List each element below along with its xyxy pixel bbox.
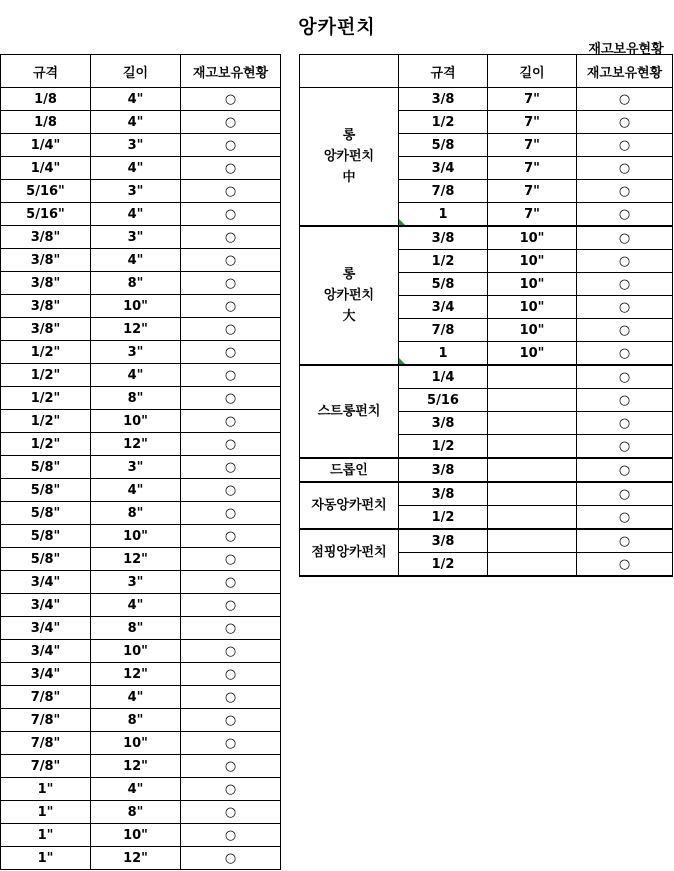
table-row — [1, 410, 281, 433]
stock-mark: ○ — [577, 553, 673, 577]
stock-mark: ○ — [181, 594, 281, 617]
group-name-cell — [300, 226, 399, 365]
stock-mark: ○ — [181, 732, 281, 755]
length-cell — [488, 458, 577, 482]
stock-mark: ○ — [577, 203, 673, 227]
table-row — [300, 88, 673, 111]
spec-cell: 3/8" — [1, 226, 91, 249]
length-cell: 7" — [488, 180, 577, 203]
stock-mark: ○ — [577, 250, 673, 273]
table-row — [1, 525, 281, 548]
right-header-row — [300, 55, 673, 88]
stock-mark: ○ — [577, 226, 673, 250]
length-cell: 10" — [488, 226, 577, 250]
spec-cell: 1/4" — [1, 134, 91, 157]
spec-cell: 7/8 — [399, 319, 488, 342]
stock-mark: ○ — [577, 506, 673, 530]
length-cell: 10" — [91, 640, 181, 663]
header-spec: 규격 — [399, 55, 488, 88]
group-name-line: 자동앙카펀치 — [311, 498, 387, 513]
table-row — [1, 88, 281, 111]
stock-mark: ○ — [181, 778, 281, 801]
length-cell: 4" — [91, 157, 181, 180]
stock-mark: ○ — [181, 364, 281, 387]
table-row — [300, 458, 673, 482]
spec-cell: 3/4 — [399, 296, 488, 319]
table-row — [1, 456, 281, 479]
table-row — [1, 387, 281, 410]
spec-cell: 3/8 — [399, 226, 488, 250]
table-row — [1, 571, 281, 594]
stock-mark: ○ — [181, 686, 281, 709]
length-cell: 4" — [91, 111, 181, 134]
group-name-cell — [300, 482, 399, 529]
length-cell — [488, 389, 577, 412]
length-cell: 10" — [488, 296, 577, 319]
stock-mark: ○ — [181, 226, 281, 249]
length-cell: 8" — [91, 272, 181, 295]
length-cell — [488, 506, 577, 530]
stock-mark: ○ — [181, 525, 281, 548]
spec-cell: 1/4 — [399, 365, 488, 389]
stock-mark: ○ — [577, 180, 673, 203]
stock-mark: ○ — [577, 435, 673, 459]
spec-cell: 3/4" — [1, 663, 91, 686]
spec-cell: 3/4" — [1, 571, 91, 594]
group-name-line: 大 — [342, 309, 356, 324]
spec-cell: 7/8" — [1, 709, 91, 732]
length-cell: 8" — [91, 387, 181, 410]
length-cell — [488, 435, 577, 459]
spec-cell: 1/2" — [1, 433, 91, 456]
spec-cell: 1/2 — [399, 506, 488, 530]
table-row — [1, 203, 281, 226]
spec-cell: 5/8" — [1, 548, 91, 571]
spec-cell: 7/8" — [1, 686, 91, 709]
group-name-cell — [300, 458, 399, 482]
spec-cell: 3/8 — [399, 482, 488, 506]
spec-cell: 5/8 — [399, 273, 488, 296]
stock-mark: ○ — [577, 529, 673, 553]
spec-cell: 3/4" — [1, 594, 91, 617]
length-cell: 4" — [91, 88, 181, 111]
length-cell: 10" — [91, 732, 181, 755]
length-cell: 4" — [91, 686, 181, 709]
length-cell: 10" — [488, 273, 577, 296]
table-row — [1, 318, 281, 341]
spec-text: 1 — [438, 206, 448, 222]
table-row — [1, 732, 281, 755]
length-cell: 8" — [91, 709, 181, 732]
spec-cell: 3/8" — [1, 272, 91, 295]
stock-mark: ○ — [181, 755, 281, 778]
length-cell: 3" — [91, 226, 181, 249]
stock-mark: ○ — [181, 502, 281, 525]
spec-cell: 5/16" — [1, 203, 91, 226]
length-cell — [488, 529, 577, 553]
table-row — [1, 180, 281, 203]
spec-cell: 3/8 — [399, 412, 488, 435]
stock-mark: ○ — [577, 342, 673, 366]
spec-cell: 5/8" — [1, 525, 91, 548]
length-cell — [488, 412, 577, 435]
spec-cell: 5/8" — [1, 502, 91, 525]
spec-cell: 1/2 — [399, 250, 488, 273]
length-cell: 3" — [91, 134, 181, 157]
length-cell: 3" — [91, 341, 181, 364]
spec-cell — [399, 203, 488, 227]
table-row — [1, 249, 281, 272]
stock-mark: ○ — [181, 663, 281, 686]
spec-cell: 3/8 — [399, 529, 488, 553]
stock-mark: ○ — [577, 365, 673, 389]
stock-mark: ○ — [181, 272, 281, 295]
stock-mark: ○ — [181, 847, 281, 870]
header-group — [300, 55, 399, 88]
stock-mark: ○ — [577, 482, 673, 506]
table-row — [1, 709, 281, 732]
group-name-cell — [300, 529, 399, 576]
spec-cell: 1/4" — [1, 157, 91, 180]
spec-cell: 5/16 — [399, 389, 488, 412]
table-row — [1, 479, 281, 502]
stock-mark: ○ — [577, 296, 673, 319]
length-cell: 7" — [488, 157, 577, 180]
spec-cell: 5/8" — [1, 456, 91, 479]
table-row — [1, 272, 281, 295]
stock-mark: ○ — [577, 111, 673, 134]
group-name-line: 점핑앙카펀치 — [311, 545, 387, 560]
stock-mark: ○ — [577, 273, 673, 296]
table-row — [300, 529, 673, 553]
stock-mark: ○ — [181, 134, 281, 157]
length-cell: 12" — [91, 318, 181, 341]
spec-cell: 3/8" — [1, 249, 91, 272]
stock-mark: ○ — [181, 824, 281, 847]
stock-mark: ○ — [181, 180, 281, 203]
stock-mark: ○ — [181, 571, 281, 594]
spec-cell: 3/8 — [399, 458, 488, 482]
stock-mark: ○ — [181, 548, 281, 571]
length-cell: 3" — [91, 456, 181, 479]
header-stock: 재고보유현황 — [181, 55, 281, 88]
table-row — [1, 663, 281, 686]
spec-cell: 1/2 — [399, 435, 488, 459]
spec-cell: 1" — [1, 847, 91, 870]
stock-mark: ○ — [181, 203, 281, 226]
length-cell — [488, 553, 577, 577]
right-stock-table — [299, 54, 673, 577]
length-cell: 7" — [488, 203, 577, 227]
spec-cell: 1/2 — [399, 553, 488, 577]
stock-mark: ○ — [181, 617, 281, 640]
stock-mark: ○ — [181, 88, 281, 111]
length-cell: 8" — [91, 502, 181, 525]
spec-cell: 3/8" — [1, 295, 91, 318]
spec-cell: 1" — [1, 778, 91, 801]
header-length: 길이 — [488, 55, 577, 88]
stock-mark: ○ — [181, 341, 281, 364]
length-cell: 10" — [488, 319, 577, 342]
spec-cell: 5/16" — [1, 180, 91, 203]
stock-mark: ○ — [181, 111, 281, 134]
group-name-cell — [300, 88, 399, 227]
comment-flag-icon — [399, 358, 405, 364]
table-row — [1, 157, 281, 180]
stock-mark: ○ — [577, 412, 673, 435]
stock-mark: ○ — [181, 709, 281, 732]
spec-cell: 3/4" — [1, 640, 91, 663]
spec-cell: 1/2" — [1, 410, 91, 433]
stock-mark: ○ — [181, 318, 281, 341]
spec-cell: 3/4 — [399, 157, 488, 180]
group-name-line: 롱 — [342, 128, 356, 143]
stock-mark: ○ — [577, 88, 673, 111]
spec-cell: 7/8 — [399, 180, 488, 203]
table-row — [1, 548, 281, 571]
spec-cell: 3/8 — [399, 88, 488, 111]
stock-mark: ○ — [181, 479, 281, 502]
spec-cell: 7/8" — [1, 732, 91, 755]
length-cell: 7" — [488, 88, 577, 111]
length-cell: 10" — [91, 410, 181, 433]
length-cell: 10" — [91, 824, 181, 847]
spec-cell: 1/2" — [1, 341, 91, 364]
length-cell: 4" — [91, 479, 181, 502]
group-name-line: 스트롱펀치 — [317, 404, 381, 419]
spec-cell: 1/2" — [1, 364, 91, 387]
comment-flag-icon — [399, 219, 405, 225]
length-cell: 3" — [91, 571, 181, 594]
stock-mark: ○ — [577, 319, 673, 342]
left-stock-table — [0, 54, 281, 870]
spec-cell: 5/8" — [1, 479, 91, 502]
length-cell: 12" — [91, 663, 181, 686]
length-cell: 8" — [91, 801, 181, 824]
length-cell: 10" — [91, 295, 181, 318]
group-name-line: 롱 — [342, 267, 356, 282]
length-cell: 4" — [91, 203, 181, 226]
table-row — [1, 433, 281, 456]
stock-caption: 재고보유현황 — [588, 42, 664, 57]
stock-mark: ○ — [181, 456, 281, 479]
left-header-row — [1, 55, 281, 88]
table-row — [1, 801, 281, 824]
length-cell: 7" — [488, 134, 577, 157]
stock-mark: ○ — [181, 640, 281, 663]
table-row — [1, 847, 281, 870]
group-name-cell — [300, 365, 399, 458]
table-row — [1, 111, 281, 134]
group-name-line: 中 — [342, 170, 356, 185]
length-cell: 12" — [91, 847, 181, 870]
spec-cell — [399, 342, 488, 366]
length-cell: 7" — [488, 111, 577, 134]
length-cell: 12" — [91, 755, 181, 778]
table-row — [1, 640, 281, 663]
header-length: 길이 — [91, 55, 181, 88]
table-row — [1, 617, 281, 640]
stock-mark: ○ — [577, 157, 673, 180]
length-cell: 10" — [488, 250, 577, 273]
table-row — [1, 134, 281, 157]
table-row — [1, 341, 281, 364]
header-spec: 규격 — [1, 55, 91, 88]
spec-cell: 1/8 — [1, 111, 91, 134]
table-row — [1, 295, 281, 318]
length-cell: 4" — [91, 594, 181, 617]
stock-mark: ○ — [181, 387, 281, 410]
table-row — [300, 482, 673, 506]
table-row — [300, 365, 673, 389]
stock-mark: ○ — [181, 157, 281, 180]
table-row — [1, 686, 281, 709]
spec-cell: 5/8 — [399, 134, 488, 157]
length-cell: 10" — [488, 342, 577, 366]
table-row — [1, 778, 281, 801]
stock-mark: ○ — [181, 801, 281, 824]
stock-mark: ○ — [577, 389, 673, 412]
length-cell: 12" — [91, 433, 181, 456]
length-cell — [488, 365, 577, 389]
table-row — [1, 755, 281, 778]
stock-mark: ○ — [577, 134, 673, 157]
stock-mark: ○ — [577, 458, 673, 482]
table-row — [1, 226, 281, 249]
spec-cell: 7/8" — [1, 755, 91, 778]
table-row — [1, 594, 281, 617]
stock-mark: ○ — [181, 433, 281, 456]
stock-mark: ○ — [181, 410, 281, 433]
spec-cell: 1/2 — [399, 111, 488, 134]
header-stock: 재고보유현황 — [577, 55, 673, 88]
group-name-line: 드롭인 — [330, 462, 368, 478]
spec-cell: 3/8" — [1, 318, 91, 341]
length-cell: 4" — [91, 778, 181, 801]
spec-cell: 1/2" — [1, 387, 91, 410]
stock-mark: ○ — [181, 295, 281, 318]
length-cell: 12" — [91, 548, 181, 571]
group-name-line: 앙카펀치 — [323, 149, 375, 164]
table-row — [1, 502, 281, 525]
spec-cell: 1/8 — [1, 88, 91, 111]
length-cell: 4" — [91, 249, 181, 272]
table-row — [1, 824, 281, 847]
length-cell: 8" — [91, 617, 181, 640]
table-row — [300, 226, 673, 250]
length-cell: 10" — [91, 525, 181, 548]
length-cell: 4" — [91, 364, 181, 387]
spec-cell: 1" — [1, 824, 91, 847]
length-cell — [488, 482, 577, 506]
group-name-line: 앙카펀치 — [323, 288, 375, 303]
spec-cell: 3/4" — [1, 617, 91, 640]
stock-mark: ○ — [181, 249, 281, 272]
page-title: 앙카펀치 — [298, 16, 376, 38]
length-cell: 3" — [91, 180, 181, 203]
spec-cell: 1" — [1, 801, 91, 824]
spec-text: 1 — [438, 345, 448, 361]
table-row — [1, 364, 281, 387]
